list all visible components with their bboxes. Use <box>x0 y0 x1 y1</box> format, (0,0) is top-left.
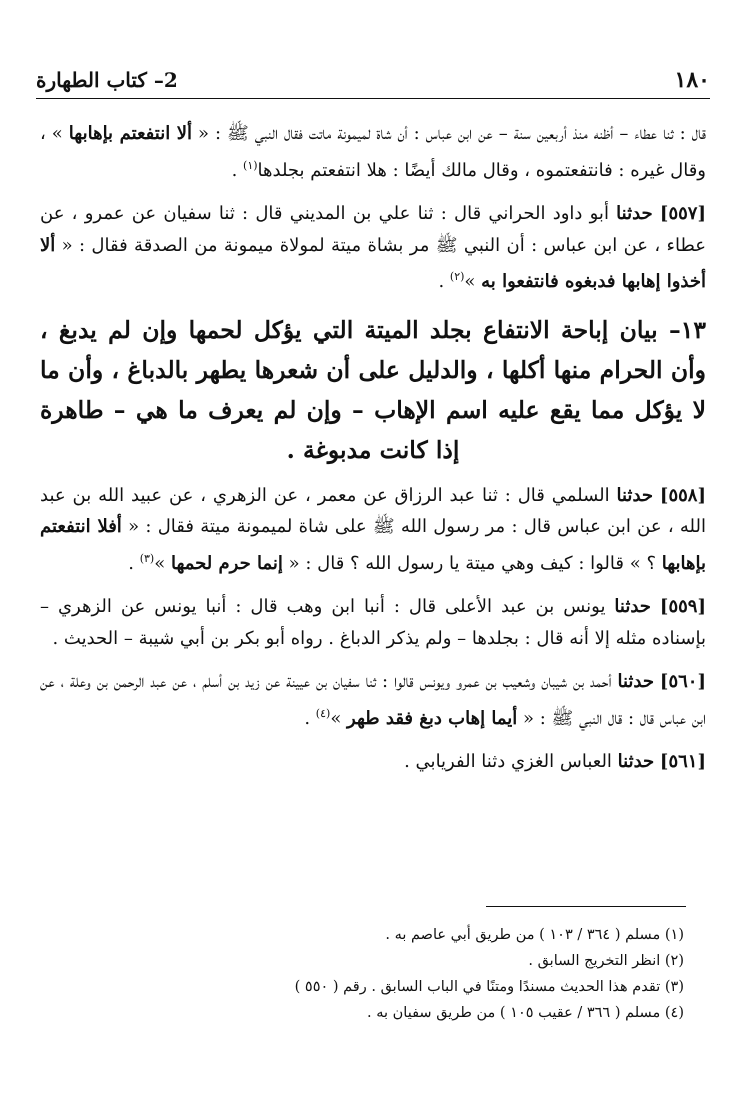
paragraph-text: أحمد بن شيبان وشعيب بن عمرو ويونس قالوا : ثنا سفيان بن عيينة عن زيد بن أسلم ، عن عبد الرحمن بن وعلة ، عن ابن عباس قال : قال النبي ﷺ : « <box>40 671 706 729</box>
paragraph-text: » ، وقال غيره : فانتفعتموه ، وقال مالك أيضًا : هلا انتفعتم بجلدها <box>40 123 706 181</box>
hadith-quote: ألا انتفعتم بإهابها <box>68 123 193 144</box>
hadith-lead: حدثنا <box>616 203 653 224</box>
hadith-lead: حدثنا <box>617 751 655 772</box>
hadith-lead: حدثنا <box>617 671 654 692</box>
hadith-560 <box>40 666 706 734</box>
paragraph-text: أبو داود الحراني قال : ثنا علي بن المديني قال : ثنا سفيان عن عمرو ، عن عطاء ، عن ابن عباس : أن النبي ﷺ مر بشاة ميتة لمولاة ميمونة من الصدقة فقال : « <box>40 203 706 256</box>
hadith-quote: أيما إهاب دبغ فقد طهر <box>347 707 518 729</box>
hadith-number: [٥٥٧] <box>659 203 706 224</box>
page-header <box>36 62 710 99</box>
footnote-ref: (٤) <box>315 706 331 720</box>
hadith-number: [٥٦٠] <box>659 671 706 692</box>
footnotes <box>40 922 684 1026</box>
hadith-number: [٥٥٨] <box>659 484 706 506</box>
footnote-divider <box>486 906 686 907</box>
paragraph-text: يونس بن عبد الأعلى قال : أنبا ابن وهب قال : أنبا يونس عن الزهري – بإسناده مثله إلا أنه قال : بجلدها – ولم يذكر الدباغ . رواه أبو بكر بن أبي شيبة – الحديث . <box>40 596 706 649</box>
paragraph-text: » <box>464 271 482 292</box>
hadith-number: [٥٦١] <box>659 751 706 772</box>
paragraph-text: . <box>128 552 140 574</box>
footnote-2: (٢) انظر التخريج السابق . <box>528 953 684 969</box>
paragraph-text: ؟ » قالوا : كيف وهي ميتة يا رسول الله ؟ قال : « <box>282 552 662 574</box>
footnote-ref: (١) <box>243 158 258 172</box>
footnote-3: (٣) تقدم هذا الحديث مسندًا ومتنًا في الباب السابق . رقم ( ٥٥٠ ) <box>294 979 684 995</box>
hadith-quote: إنما حرم لحمها <box>170 552 283 574</box>
hadith-561 <box>40 746 706 778</box>
paragraph-text: . <box>438 271 450 292</box>
paragraph-text: قال : ثنا عطاء – أظنه منذ أربعين سنة – عن ابن عباس : أن شاة لميمونة ماتت فقال النبي ﷺ : « <box>192 123 707 144</box>
chapter-title: 2– كتاب الطهارة <box>36 68 178 92</box>
paragraph-text: » <box>330 707 348 729</box>
hadith-559 <box>40 591 706 654</box>
footnote-4: (٤) مسلم ( ٣٦٦ / عقيب ١٠٥ ) من طريق سفيان به . <box>367 1005 684 1021</box>
footnote-1: (١) مسلم ( ٣٦٤ / ١٠٣ ) من طريق أبي عاصم به . <box>385 927 684 943</box>
page-number: ١٨٠ <box>674 67 710 93</box>
main-text <box>40 118 706 790</box>
footnote-ref: (٢) <box>449 270 465 283</box>
hadith-lead: حدثنا <box>616 484 654 506</box>
footnote-ref: (٣) <box>139 551 155 565</box>
hadith-quote: ألا أخذوا إهابها فدبغوه فانتفعوا به <box>40 234 706 292</box>
hadith-557 <box>40 198 706 298</box>
section-heading: ١٣– بيان إباحة الانتفاع بجلد الميتة التي يؤكل لحمها وإن لم يدبغ ، وأن الحرام منها أكلها ، والدليل على أن شعرها يطهر بالدباغ ، وأن ما لا يؤكل مما يقع عليه اسم الإهاب – وإن لم يعرف ما هي – طاهرة إذا كانت مدبوغة . <box>40 315 706 464</box>
hadith-558 <box>40 480 706 580</box>
paragraph-text: . <box>231 159 244 181</box>
paragraph-text: . <box>304 707 316 729</box>
hadith-number: [٥٥٩] <box>659 596 706 617</box>
paragraph-text: » <box>154 552 171 574</box>
paragraph-text: العباس الغزي دثنا الفريابي . <box>404 751 618 772</box>
hadith-quote: أفلا انتفعتم بإهابها <box>40 516 706 574</box>
hadith-lead: حدثنا <box>614 596 651 617</box>
paragraph-text: السلمي قال : ثنا عبد الرزاق عن معمر ، عن الزهري ، عن عبيد الله بن عبد الله ، عن ابن عباس قال : مر رسول الله ﷺ على شاة لميمونة ميتة فقال : « <box>40 484 706 537</box>
paragraph-continuation <box>40 118 706 186</box>
